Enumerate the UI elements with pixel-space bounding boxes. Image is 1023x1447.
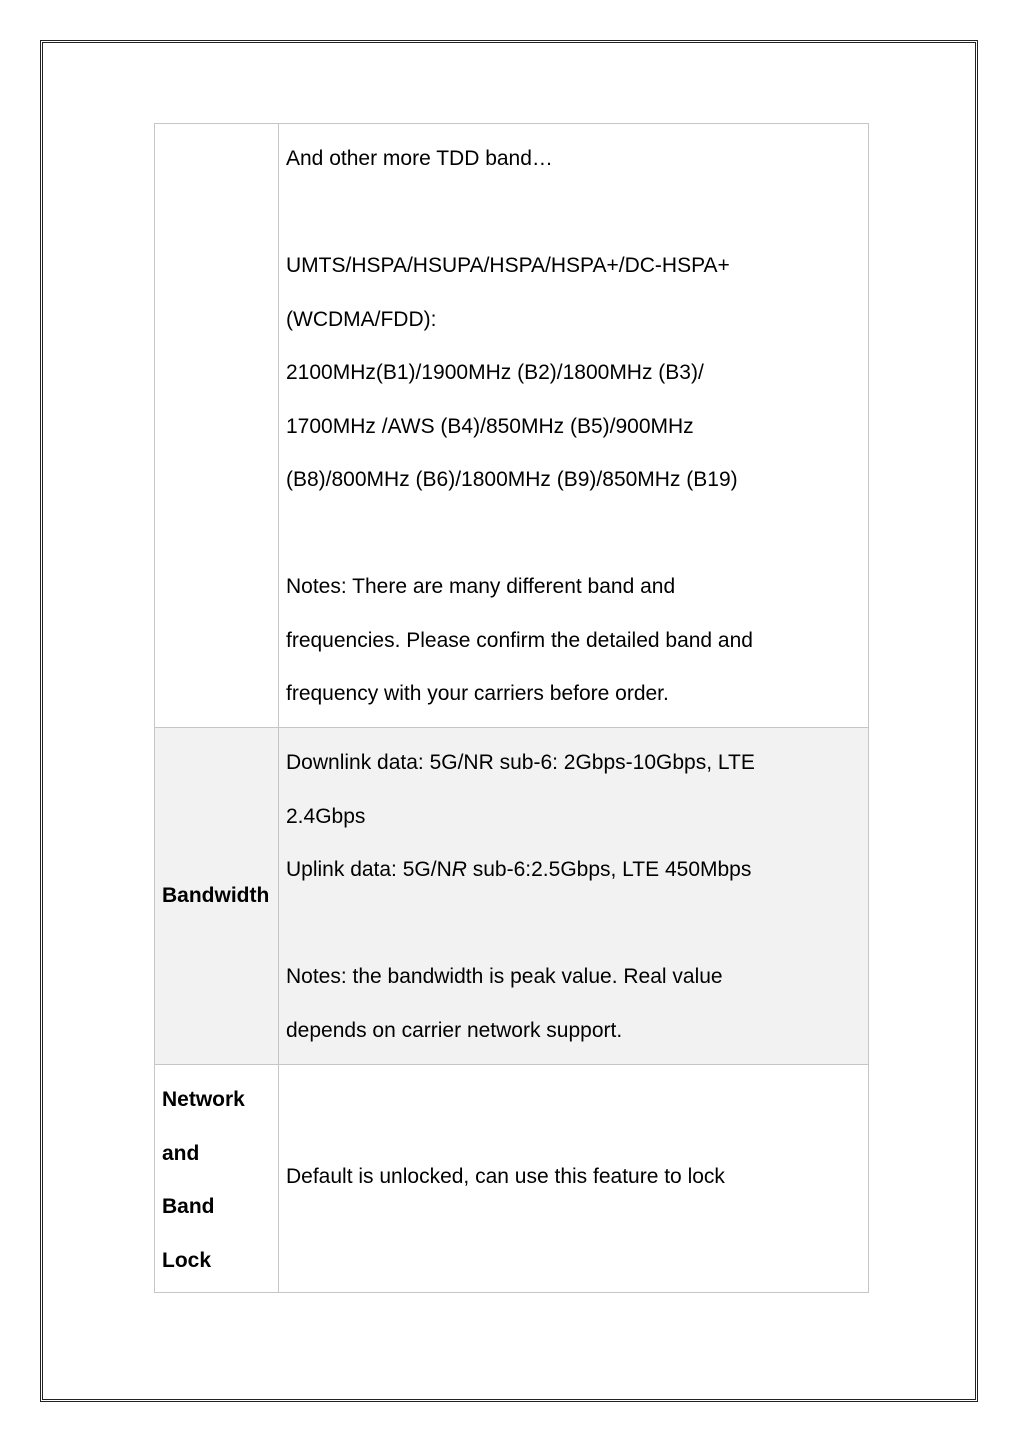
- downlink-line: Downlink data: 5G/NR sub-6: 2Gbps-10Gbps, LTE: [286, 751, 755, 774]
- uplink-suffix: sub-6:2.5Gbps, LTE 450Mbps: [466, 858, 752, 881]
- row-label-bandwidth: Bandwidth: [155, 728, 279, 1065]
- text-line: 1700MHz /AWS (B4)/850MHz (B5)/900MHz: [286, 414, 694, 438]
- notes-line: Notes: the bandwidth is peak value. Real value: [286, 965, 723, 988]
- uplink-italic: R: [451, 858, 467, 881]
- label-line: and: [162, 1141, 200, 1165]
- text-line: (B8)/800MHz (B6)/1800MHz (B9)/850MHz (B19): [286, 468, 738, 491]
- text-line: frequency with your carriers before order.: [286, 682, 669, 705]
- row-value-network-band-lock: Default is unlocked, can use this feature to lock: [279, 1065, 869, 1293]
- text-line: And other more TDD band…: [286, 147, 553, 170]
- uplink-prefix: Uplink data: 5G/N: [286, 858, 452, 881]
- row-label: [155, 124, 279, 728]
- table-row-network-band-lock: [155, 1065, 869, 1293]
- blank-line: [286, 897, 861, 951]
- table-row-frequency-bands: [155, 124, 869, 728]
- spec-table: [154, 123, 869, 1293]
- text-line: (WCDMA/FDD):: [286, 307, 437, 331]
- text-line: UMTS/HSPA/HSUPA/HSPA/HSPA+/DC-HSPA+: [286, 254, 730, 277]
- blank-line: [286, 186, 861, 240]
- uplink-line: [286, 843, 861, 897]
- label-line: Band: [162, 1195, 215, 1218]
- row-value-bandwidth: [279, 728, 869, 1065]
- text-line: 2100MHz(B1)/1900MHz (B2)/1800MHz (B3)/: [286, 361, 704, 384]
- downlink-line-cont: 2.4Gbps: [286, 804, 366, 828]
- text-line: Notes: There are many different band and: [286, 575, 676, 598]
- table-row-bandwidth: [155, 728, 869, 1065]
- row-value-frequency-bands: [279, 124, 869, 728]
- blank-line: [286, 507, 861, 561]
- row-label-network-band-lock: [155, 1065, 279, 1293]
- label-line: Network: [162, 1088, 245, 1111]
- notes-line: depends on carrier network support.: [286, 1018, 623, 1042]
- text-line: frequencies. Please confirm the detailed band and: [286, 628, 753, 652]
- label-line: Lock: [162, 1248, 212, 1272]
